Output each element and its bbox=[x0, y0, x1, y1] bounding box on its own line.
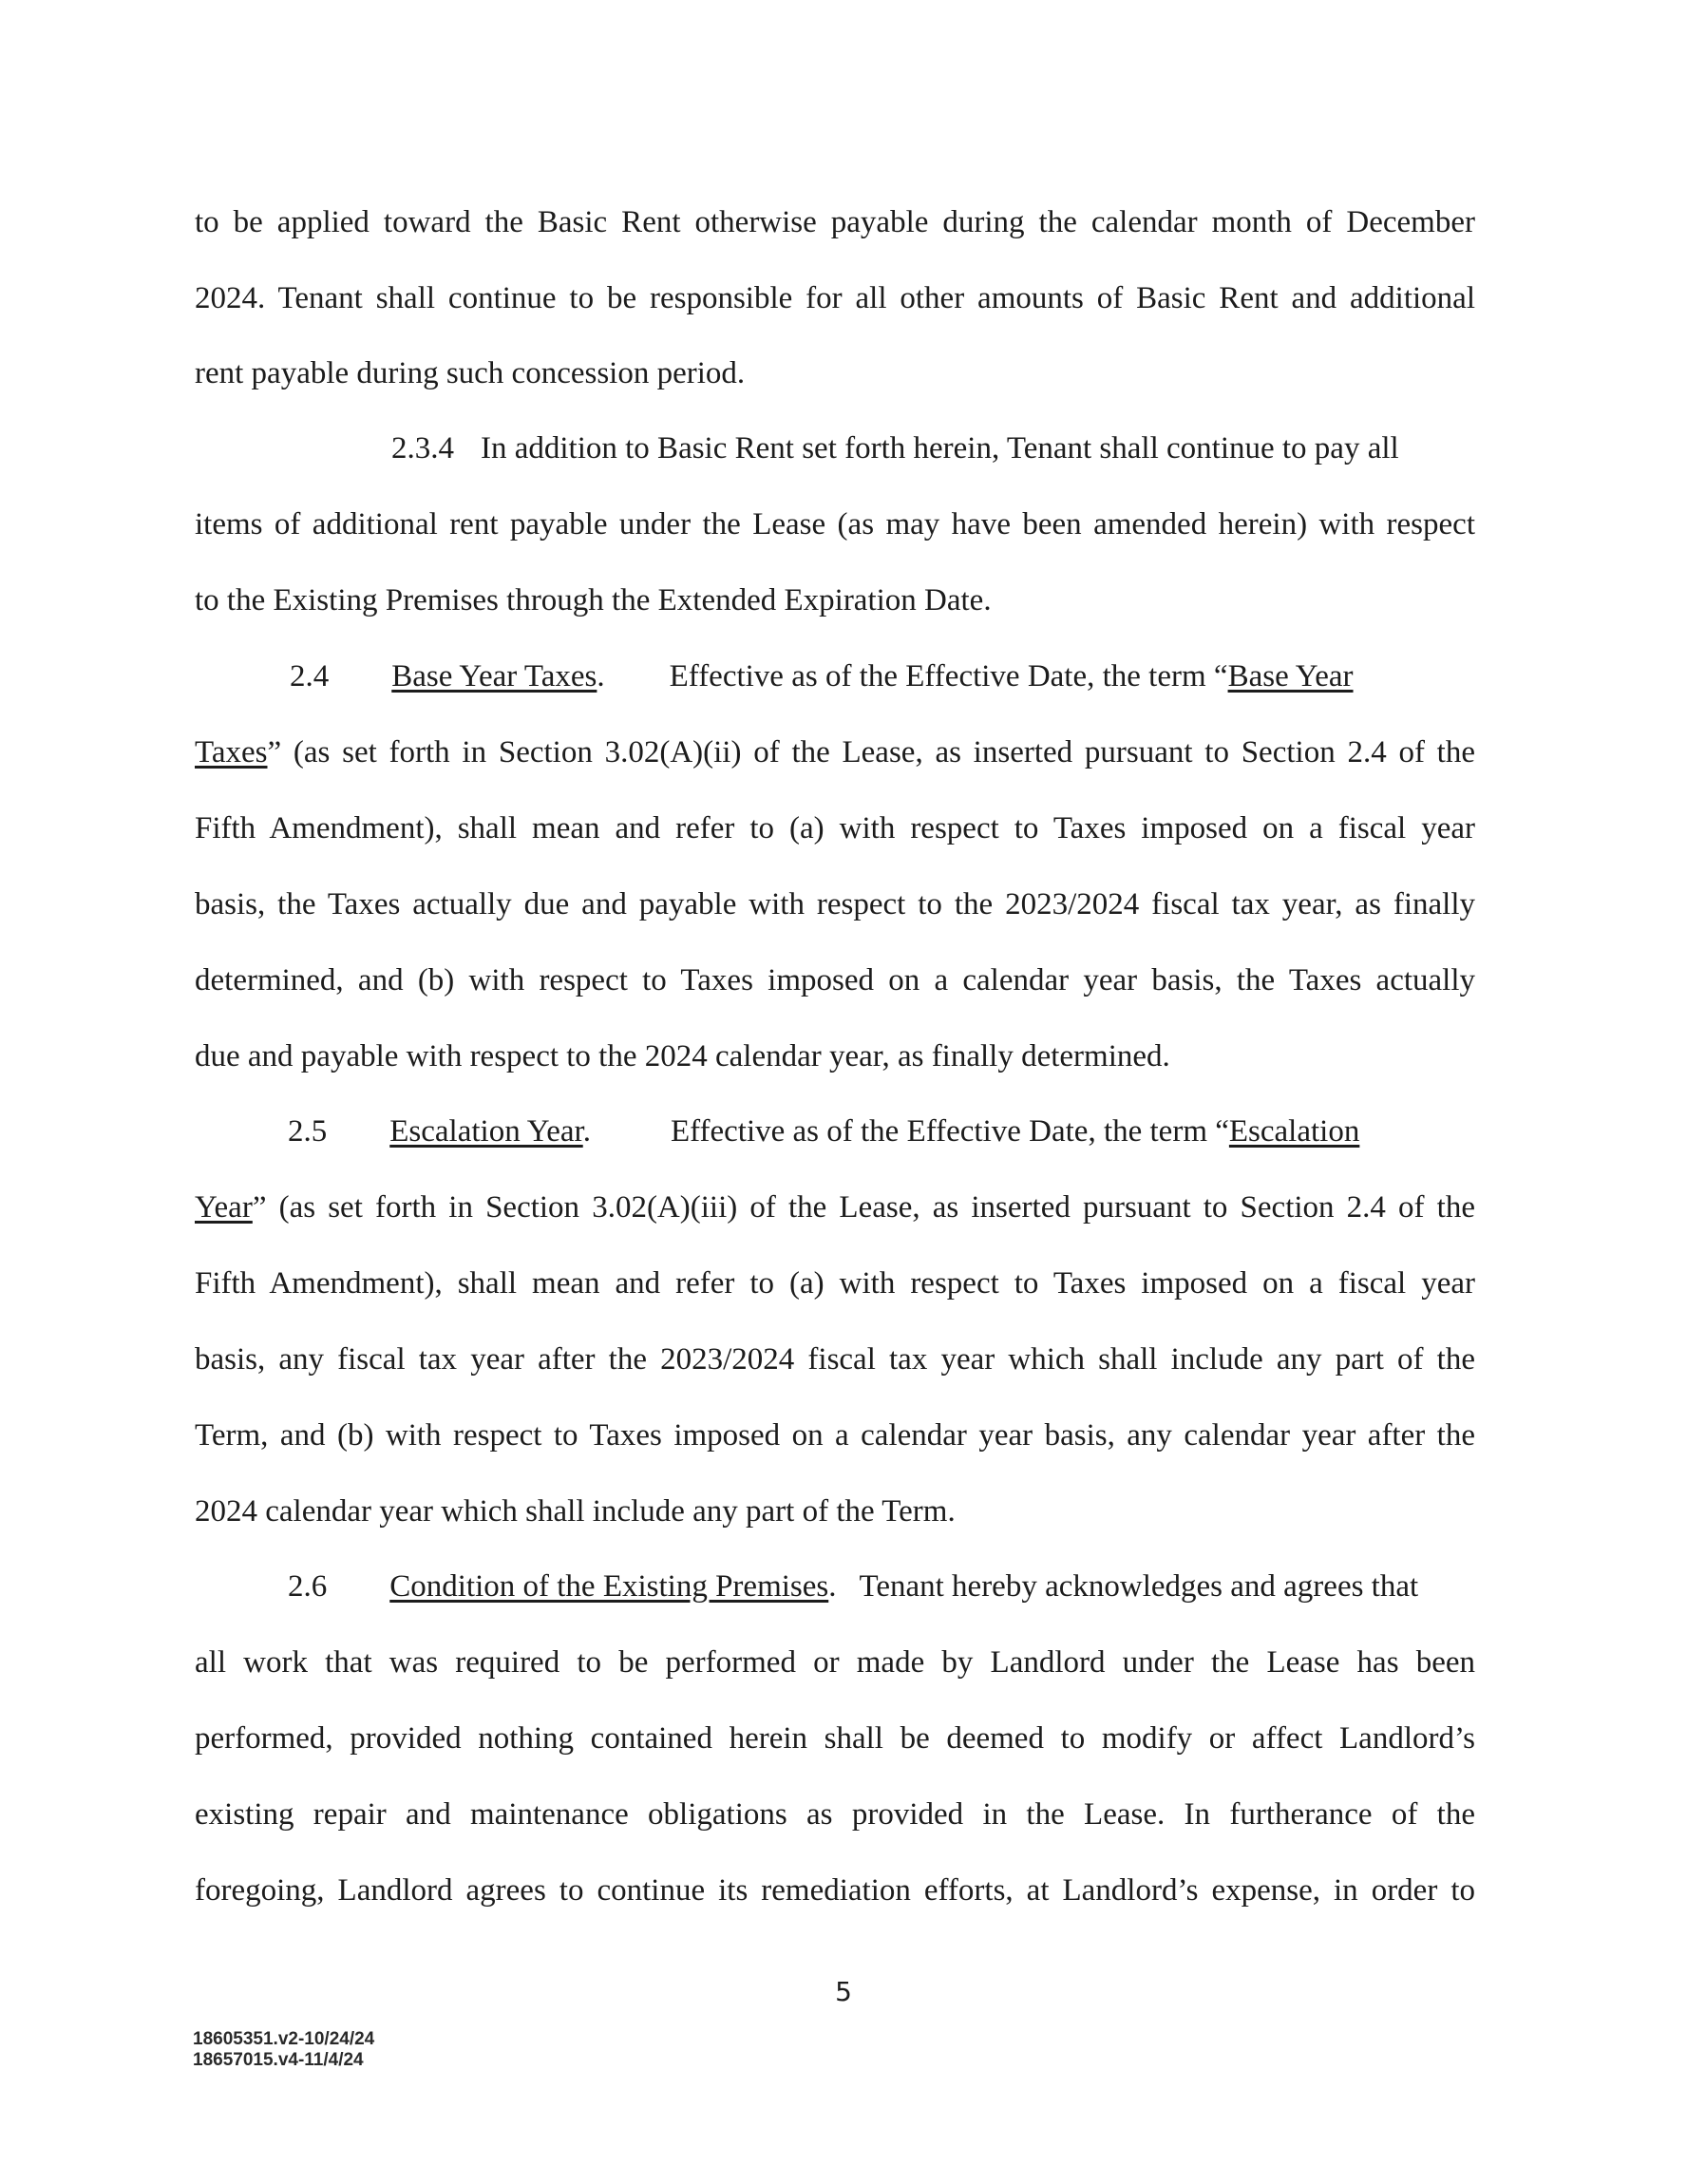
body-line: determined, and (b) with respect to Taxes imposed on a calendar year basis, the Taxes actually bbox=[195, 963, 1475, 997]
body-line: all work that was required to be performed or made by Landlord under the Lease has been bbox=[195, 1645, 1475, 1680]
section-number: 2.5 bbox=[288, 1114, 328, 1149]
body-line: 2024. Tenant shall continue to be responsible for all other amounts of Basic Rent and additional bbox=[195, 281, 1475, 315]
body-line: 2024 calendar year which shall include any part of the Term. bbox=[195, 1494, 956, 1529]
body-line: performed, provided nothing contained herein shall be deemed to modify or affect Landlord’s bbox=[195, 1721, 1475, 1756]
section-2-3-4-line: 2.3.4 In addition to Basic Rent set forth herein, Tenant shall continue to pay all bbox=[391, 431, 1399, 465]
body-line: Term, and (b) with respect to Taxes imposed on a calendar year basis, any calendar year after the bbox=[195, 1418, 1475, 1453]
section-2-4-heading-line: 2.4 Base Year Taxes. Effective as of the Effective Date, the term “Base Year bbox=[290, 659, 1354, 693]
section-2-6-heading-line: 2.6 Condition of the Existing Premises. Tenant hereby acknowledges and agrees that bbox=[288, 1569, 1419, 1604]
body-line: Fifth Amendment), shall mean and refer to (a) with respect to Taxes imposed on a fiscal year bbox=[195, 1266, 1475, 1301]
document-id: 18657015.v4-11/4/24 bbox=[193, 2050, 364, 2070]
defined-term: Escalation bbox=[1228, 1114, 1360, 1149]
body-line: due and payable with respect to the 2024 calendar year, as finally determined. bbox=[195, 1039, 1170, 1073]
section-number: 2.6 bbox=[288, 1569, 328, 1604]
body-line: basis, the Taxes actually due and payable with respect to the 2023/2024 fiscal tax year, as finally bbox=[195, 887, 1475, 921]
defined-term: Base Year bbox=[1227, 659, 1354, 693]
defined-term: Year bbox=[195, 1190, 253, 1225]
document-id: 18605351.v2-10/24/24 bbox=[193, 2029, 375, 2049]
body-line: to the Existing Premises through the Extended Expiration Date. bbox=[195, 583, 992, 617]
page-number: 5 bbox=[835, 1976, 852, 2007]
body-line: to be applied toward the Basic Rent otherwise payable during the calendar month of December bbox=[195, 205, 1475, 239]
body-line: Taxes” (as set forth in Section 3.02(A)(ii) of the Lease, as inserted pursuant to Section 2.4 of the bbox=[195, 735, 1475, 769]
section-heading: Escalation Year bbox=[389, 1114, 583, 1149]
section-2-5-heading-line: 2.5 Escalation Year. Effective as of the Effective Date, the term “Escalation bbox=[288, 1114, 1360, 1149]
body-line: items of additional rent payable under the Lease (as may have been amended herein) with respect bbox=[195, 507, 1475, 541]
section-heading: Base Year Taxes bbox=[391, 659, 597, 693]
section-number: 2.4 bbox=[290, 659, 330, 693]
body-line: existing repair and maintenance obligations as provided in the Lease. In furtherance of the bbox=[195, 1797, 1475, 1832]
body-line: foregoing, Landlord agrees to continue its remediation efforts, at Landlord’s expense, in order to bbox=[195, 1873, 1475, 1908]
body-line: rent payable during such concession period. bbox=[195, 356, 746, 390]
body-line: Year” (as set forth in Section 3.02(A)(iii) of the Lease, as inserted pursuant to Section 2.4 of the bbox=[195, 1190, 1475, 1225]
section-heading: Condition of the Existing Premises bbox=[389, 1569, 829, 1604]
section-number: 2.3.4 bbox=[391, 431, 454, 465]
body-line: basis, any fiscal tax year after the 2023/2024 fiscal tax year which shall include any part of the bbox=[195, 1342, 1475, 1377]
defined-term: Taxes bbox=[195, 735, 268, 769]
body-line: Fifth Amendment), shall mean and refer to (a) with respect to Taxes imposed on a fiscal year bbox=[195, 811, 1475, 845]
